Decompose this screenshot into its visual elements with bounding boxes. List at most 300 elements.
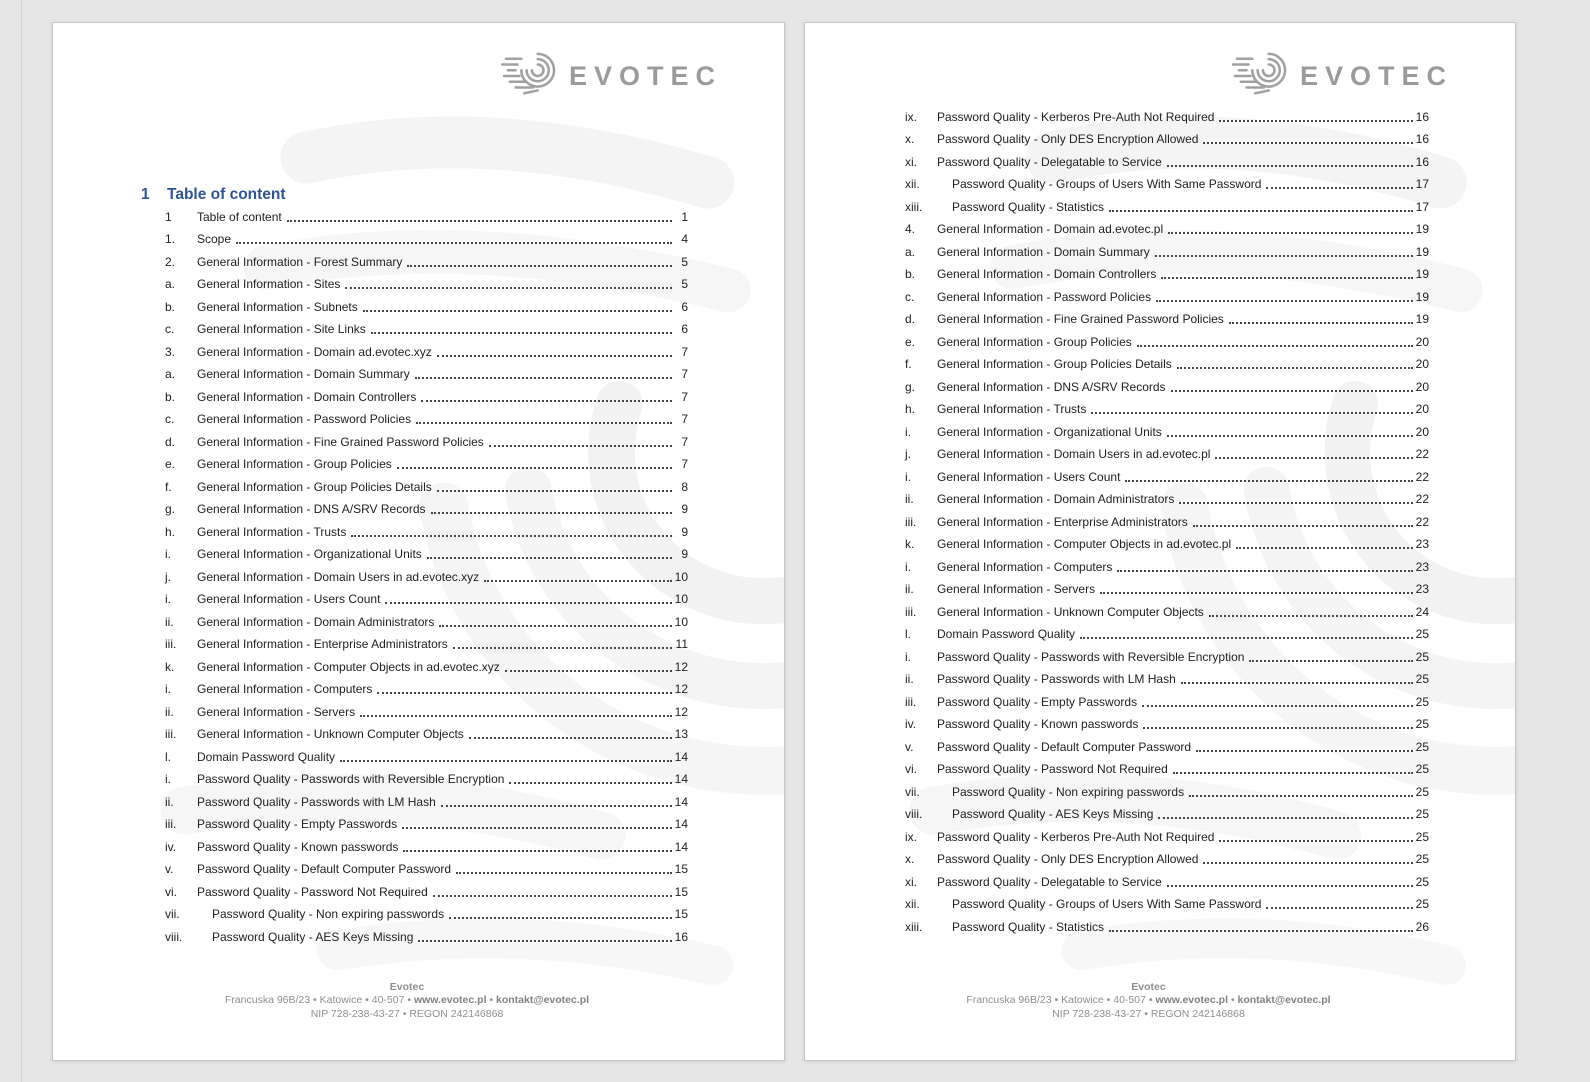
toc-entry-text: Password Quality - Only DES Encryption Allowed <box>937 132 1199 146</box>
toc-entry[interactable] <box>165 406 688 429</box>
dot-leader <box>363 307 672 312</box>
toc-entry[interactable] <box>905 148 1429 171</box>
dot-leader <box>1171 387 1413 392</box>
toc-entry-page: 25 <box>1415 739 1429 754</box>
toc-entry[interactable] <box>905 868 1429 891</box>
toc-entry-page: 10 <box>674 592 688 606</box>
evotec-logo-text: EVOTEC <box>1299 60 1453 91</box>
toc-entry-label: b. <box>905 267 916 281</box>
toc-entry[interactable] <box>905 508 1429 531</box>
toc-entry-page: 16 <box>674 929 688 944</box>
toc-entry-label: a. <box>165 277 176 291</box>
toc-entry-text: General Information - Group Policies Details <box>197 479 432 494</box>
toc-entry-text: Password Quality - Only DES Encryption Allowed <box>937 852 1199 866</box>
toc-entry-label: viii. <box>165 929 183 944</box>
toc-entry-text: General Information - Domain Controllers <box>937 267 1157 281</box>
toc-entry-page: 25 <box>1415 672 1429 686</box>
toc-entry-page: 25 <box>1415 762 1429 776</box>
dot-leader <box>1189 792 1413 797</box>
dot-leader <box>1196 747 1413 752</box>
toc-entry-label: 4. <box>905 222 916 236</box>
toc-entry-page: 15 <box>674 907 688 921</box>
toc-entry-page: 14 <box>674 839 688 854</box>
toc-entry-text: General Information - Password Policies <box>197 412 412 426</box>
dot-leader <box>236 239 672 244</box>
toc-entry[interactable] <box>165 631 688 654</box>
dot-leader <box>407 262 672 267</box>
toc-entry-label: iii. <box>905 604 917 619</box>
toc-entry-label: i. <box>905 559 911 574</box>
toc-entry-label: xii. <box>905 897 920 911</box>
toc-entry[interactable] <box>165 203 688 226</box>
toc-entry[interactable] <box>165 811 688 834</box>
toc-entry-page: 20 <box>1415 379 1429 394</box>
dot-leader <box>1215 454 1413 459</box>
toc-entry-page: 14 <box>674 794 688 809</box>
evotec-spiral-icon <box>501 51 559 101</box>
toc-entry-page: 9 <box>681 524 688 539</box>
toc-entry-text: General Information - Group Policies <box>197 457 392 471</box>
dot-leader <box>397 464 672 469</box>
toc-entry[interactable] <box>165 721 688 744</box>
dot-leader <box>441 802 672 807</box>
toc-entry-text: General Information - Group Policies <box>937 334 1132 349</box>
toc-entry-page: 6 <box>681 322 688 336</box>
toc-entry[interactable] <box>165 316 688 339</box>
toc-entry-text: Password Quality - Default Computer Password <box>937 739 1192 754</box>
toc-entry-label: x. <box>905 132 915 146</box>
toc-entry[interactable] <box>905 486 1429 509</box>
toc-entry-text: General Information - Domain ad.evotec.xyz <box>197 344 432 359</box>
toc-entry-label: ii. <box>905 672 914 686</box>
toc-entry[interactable] <box>165 428 688 451</box>
toc-entry-label: vi. <box>165 884 177 899</box>
toc-entry-text: Password Quality - Empty Passwords <box>937 694 1138 709</box>
toc-entry[interactable] <box>905 418 1429 441</box>
toc-entry-label: i. <box>905 469 911 484</box>
toc-entry-label: h. <box>165 524 176 539</box>
toc-entry-label: ix. <box>905 109 917 124</box>
toc-entry-page: 24 <box>1415 604 1429 619</box>
evotec-spiral-icon <box>1232 51 1290 101</box>
toc-entry-label: vii. <box>165 907 180 921</box>
toc-entry[interactable] <box>905 238 1429 261</box>
toc-entry-text: General Information - Trusts <box>937 402 1087 416</box>
toc-entry-text: General Information - Computer Objects in ad.evotec.xyz <box>197 659 500 674</box>
toc-entry-page: 19 <box>1415 312 1429 326</box>
toc-entry[interactable] <box>165 698 688 721</box>
toc-entry[interactable] <box>905 328 1429 351</box>
toc-entry-text: Domain Password Quality <box>197 749 336 764</box>
toc-entry[interactable] <box>165 496 688 519</box>
toc-entry[interactable] <box>905 126 1429 149</box>
toc-list <box>905 103 1429 936</box>
toc-entry-text: General Information - Trusts <box>197 524 347 539</box>
toc-entry[interactable] <box>165 923 688 946</box>
toc-entry-page: 5 <box>681 254 688 269</box>
toc-entry[interactable] <box>165 833 688 856</box>
toc-entry-page: 14 <box>674 817 688 831</box>
toc-entry-text: General Information - Domain Administrators <box>937 492 1175 506</box>
dot-leader <box>1125 477 1413 482</box>
toc-entry-label: j. <box>165 569 171 584</box>
dot-leader <box>484 577 672 582</box>
footer-website: www.evotec.pl <box>413 994 487 1007</box>
dot-leader <box>416 419 672 424</box>
toc-entry-text: Password Quality - AES Keys Missing <box>212 929 414 944</box>
toc-entry[interactable] <box>905 598 1429 621</box>
toc-entry-label: 1 <box>165 209 172 224</box>
toc-entry-label: i. <box>165 592 171 606</box>
toc-entry-label: g. <box>905 379 916 394</box>
toc-entry-page: 10 <box>674 569 688 584</box>
toc-entry-label: i. <box>905 649 911 664</box>
evotec-logo <box>1232 51 1453 101</box>
toc-entry-label: viii. <box>905 807 923 821</box>
toc-entry-page: 9 <box>681 502 688 516</box>
toc-entry-text: Password Quality - Passwords with LM Hash <box>937 672 1176 686</box>
toc-entry[interactable] <box>905 891 1429 914</box>
toc-entry-page: 17 <box>1415 199 1429 214</box>
toc-entry-page: 22 <box>1415 447 1429 461</box>
dot-leader <box>427 554 672 559</box>
dot-leader <box>1167 162 1413 167</box>
toc-entry-text: General Information - Group Policies Details <box>937 357 1172 371</box>
toc-entry[interactable] <box>905 373 1429 396</box>
toc-entry-page: 25 <box>1415 627 1429 641</box>
toc-entry-label: b. <box>165 389 176 404</box>
toc-entry[interactable] <box>165 541 688 564</box>
toc-entry-page: 7 <box>681 457 688 471</box>
dot-leader <box>1203 859 1413 864</box>
toc-entry-text: General Information - Organizational Units <box>197 547 422 561</box>
toc-entry[interactable] <box>905 351 1429 374</box>
toc-entry[interactable] <box>165 586 688 609</box>
toc-entry[interactable] <box>165 271 688 294</box>
dot-leader <box>402 824 672 829</box>
toc-entry[interactable] <box>905 823 1429 846</box>
toc-entry[interactable] <box>905 643 1429 666</box>
toc-entry-label: iii. <box>165 637 177 651</box>
toc-entry[interactable] <box>905 576 1429 599</box>
toc-entry-label: a. <box>165 367 176 381</box>
toc-entry-page: 19 <box>1415 267 1429 281</box>
toc-entry[interactable] <box>905 283 1429 306</box>
dot-leader <box>1142 702 1413 707</box>
evotec-logo <box>501 51 722 101</box>
dot-leader <box>1155 252 1413 257</box>
toc-entry-label: xii. <box>905 177 920 191</box>
toc-entry-text: Password Quality - Passwords with Reversible Encryption <box>937 649 1245 664</box>
toc-entry-page: 9 <box>681 547 688 561</box>
dot-leader <box>437 352 672 357</box>
toc-entry-page: 7 <box>681 412 688 426</box>
toc-entry-page: 6 <box>681 299 688 314</box>
toc-entry-page: 20 <box>1415 334 1429 349</box>
dot-leader <box>456 869 672 874</box>
toc-entry[interactable] <box>165 856 688 879</box>
dot-leader <box>360 712 672 717</box>
toc-entry[interactable] <box>905 441 1429 464</box>
toc-entry[interactable] <box>905 778 1429 801</box>
toc-heading-title: Table of content <box>167 186 286 203</box>
toc-entry-text: General Information - Unknown Computer Objects <box>197 727 464 741</box>
toc-entry[interactable] <box>165 451 688 474</box>
dot-leader <box>433 892 672 897</box>
toc-entry-page: 16 <box>1415 132 1429 146</box>
footer-address-sep: • <box>1227 994 1238 1007</box>
dot-leader <box>340 757 672 762</box>
toc-entry[interactable] <box>905 463 1429 486</box>
toc-entry-page: 25 <box>1415 649 1429 664</box>
toc-entry[interactable] <box>165 901 688 924</box>
toc-entry-page: 25 <box>1415 784 1429 799</box>
toc-entry-label: v. <box>165 862 174 876</box>
toc-entry[interactable] <box>165 518 688 541</box>
toc-entry-label: d. <box>905 312 916 326</box>
toc-entry[interactable] <box>165 788 688 811</box>
footer-registration: NIP 728-238-43-27 • REGON 242146868 <box>1052 1007 1245 1020</box>
toc-entry-page: 10 <box>674 614 688 629</box>
toc-entry[interactable] <box>905 913 1429 936</box>
toc-entry[interactable] <box>905 396 1429 419</box>
toc-entry-text: Password Quality - AES Keys Missing <box>952 807 1154 821</box>
toc-entry-page: 13 <box>674 727 688 741</box>
toc-entry-text: General Information - Enterprise Administrators <box>197 637 448 651</box>
toc-entry-page: 15 <box>674 884 688 899</box>
dot-leader <box>1100 589 1413 594</box>
toc-entry-page: 20 <box>1415 424 1429 439</box>
toc-entry-text: Password Quality - Delegatable to Service <box>937 874 1162 889</box>
dot-leader <box>1168 229 1413 234</box>
toc-entry-label: i. <box>165 547 171 561</box>
toc-entry-page: 22 <box>1415 469 1429 484</box>
toc-entry-label: l. <box>165 749 171 764</box>
toc-entry-text: Password Quality - Default Computer Password <box>197 862 452 876</box>
toc-entry[interactable] <box>165 338 688 361</box>
toc-entry-text: Password Quality - Kerberos Pre-Auth Not Required <box>937 109 1215 124</box>
dot-leader <box>1177 364 1413 369</box>
dot-leader <box>1266 904 1413 909</box>
toc-entry-page: 8 <box>681 479 688 494</box>
toc-entry-page: 16 <box>1415 109 1429 124</box>
toc-entry[interactable] <box>165 248 688 271</box>
dot-leader <box>1109 927 1413 932</box>
toc-entry-page: 15 <box>674 862 688 876</box>
toc-entry-label: 2. <box>165 254 176 269</box>
toc-entry-text: General Information - Organizational Units <box>937 424 1162 439</box>
toc-entry[interactable] <box>905 531 1429 554</box>
toc-entry-text: Password Quality - Groups of Users With Same Password <box>952 897 1262 911</box>
dot-leader <box>1179 499 1413 504</box>
toc-entry[interactable] <box>165 743 688 766</box>
toc-entry-text: General Information - Site Links <box>197 322 366 336</box>
toc-entry-text: General Information - Domain Administrators <box>197 614 435 629</box>
dot-leader <box>371 329 672 334</box>
footer-address <box>805 994 1492 1007</box>
toc-entry[interactable] <box>905 846 1429 869</box>
toc-entry-label: e. <box>165 457 176 471</box>
toc-entry-text: Password Quality - Groups of Users With Same Password <box>952 177 1262 191</box>
dot-leader <box>1109 207 1413 212</box>
dot-leader <box>1117 567 1413 572</box>
toc-entry[interactable] <box>905 756 1429 779</box>
toc-entry-label: ii. <box>165 794 174 809</box>
footer-address <box>53 994 761 1007</box>
toc-entry[interactable] <box>905 621 1429 644</box>
toc-entry-text: Table of content <box>197 209 282 224</box>
dot-leader <box>1173 769 1413 774</box>
toc-entry-label: vi. <box>905 762 917 776</box>
toc-entry-text: General Information - Password Policies <box>937 289 1152 304</box>
toc-entry-page: 14 <box>674 772 688 786</box>
footer-company: Evotec <box>389 981 425 993</box>
dot-leader <box>1236 544 1413 549</box>
toc-entry[interactable] <box>905 733 1429 756</box>
toc-entry-label: xiii. <box>905 919 923 934</box>
toc-entry-label: ii. <box>905 582 914 596</box>
toc-entry-page: 12 <box>674 704 688 719</box>
footer-address-pre: Francuska 96B/23 • Katowice • 40-507 • <box>966 994 1156 1007</box>
dot-leader <box>1209 612 1413 617</box>
toc-entry-page: 20 <box>1415 357 1429 371</box>
dot-leader <box>1137 342 1413 347</box>
toc-entry-page: 16 <box>1415 154 1429 169</box>
toc-entry[interactable] <box>165 383 688 406</box>
toc-entry[interactable] <box>165 766 688 789</box>
dot-leader <box>1167 432 1413 437</box>
toc-entry-text: Password Quality - Statistics <box>952 199 1105 214</box>
toc-entry-label: k. <box>165 659 175 674</box>
window-edge <box>21 0 22 1082</box>
dot-leader <box>489 442 672 447</box>
toc-entry[interactable] <box>905 553 1429 576</box>
footer-address-pre: Francuska 96B/23 • Katowice • 40-507 • <box>224 994 414 1007</box>
toc-list <box>165 203 688 946</box>
toc-entry-label: iii. <box>165 727 177 741</box>
toc-entry-text: Password Quality - Passwords with Reversible Encryption <box>197 772 505 786</box>
dot-leader <box>1156 297 1413 302</box>
toc-entry-page: 22 <box>1415 514 1429 529</box>
toc-entry-text: General Information - DNS A/SRV Records <box>197 502 426 516</box>
toc-entry-page: 11 <box>675 637 688 651</box>
toc-entry[interactable] <box>165 226 688 249</box>
toc-entry[interactable] <box>905 801 1429 824</box>
toc-entry-text: General Information - Computers <box>937 559 1113 574</box>
toc-entry-page: 7 <box>681 344 688 359</box>
dot-leader <box>1181 679 1413 684</box>
dot-leader <box>449 914 672 919</box>
toc-entry-text: General Information - Domain Users in ad.evotec.pl <box>937 447 1211 461</box>
toc-entry[interactable] <box>165 653 688 676</box>
toc-entry-label: f. <box>905 357 912 371</box>
toc-entry[interactable] <box>165 293 688 316</box>
toc-entry-label: iv. <box>905 717 917 731</box>
toc-entry-page: 25 <box>1415 852 1429 866</box>
footer-email: kontakt@evotec.pl <box>496 994 590 1007</box>
toc-entry[interactable] <box>165 361 688 384</box>
toc-entry[interactable] <box>905 688 1429 711</box>
toc-entry-text: General Information - Users Count <box>937 469 1121 484</box>
toc-entry-text: General Information - Fine Grained Password Policies <box>937 312 1224 326</box>
toc-entry[interactable] <box>165 608 688 631</box>
toc-entry[interactable] <box>165 473 688 496</box>
toc-entry-label: iii. <box>905 514 917 529</box>
dot-leader <box>1167 882 1413 887</box>
dot-leader <box>469 734 672 739</box>
toc-entry-label: xiii. <box>905 199 923 214</box>
toc-entry-label: g. <box>165 502 176 516</box>
toc-entry-text: General Information - Domain Controllers <box>197 389 417 404</box>
toc-entry[interactable] <box>905 306 1429 329</box>
toc-entry[interactable] <box>905 261 1429 284</box>
toc-entry-text: Password Quality - Passwords with LM Hash <box>197 794 436 809</box>
dot-leader <box>1158 814 1413 819</box>
dot-leader <box>351 532 672 537</box>
toc-entry-label: c. <box>165 322 175 336</box>
dot-leader <box>437 487 672 492</box>
toc-entry-text: Domain Password Quality <box>937 627 1076 641</box>
toc-entry-page: 25 <box>1415 717 1429 731</box>
toc-entry-text: General Information - Sites <box>197 277 341 291</box>
toc-entry[interactable] <box>905 171 1429 194</box>
toc-entry[interactable] <box>905 216 1429 239</box>
toc-entry-page: 12 <box>674 659 688 674</box>
toc-entry-label: iii. <box>165 817 177 831</box>
toc-entry-text: Password Quality - Delegatable to Service <box>937 154 1162 169</box>
dot-leader <box>287 217 672 222</box>
toc-entry[interactable] <box>905 193 1429 216</box>
footer-address-sep: • <box>486 994 496 1007</box>
toc-entry[interactable] <box>905 711 1429 734</box>
toc-entry-page: 12 <box>674 682 688 696</box>
dot-leader <box>345 284 672 289</box>
toc-entry-text: General Information - Users Count <box>197 592 381 606</box>
dot-leader <box>505 667 672 672</box>
toc-entry[interactable] <box>905 666 1429 689</box>
toc-entry-label: xi. <box>905 154 917 169</box>
toc-entry-page: 25 <box>1415 874 1429 889</box>
toc-entry-page: 22 <box>1415 492 1429 506</box>
toc-entry-text: General Information - Domain Summary <box>197 367 410 381</box>
toc-entry-text: General Information - Domain Summary <box>937 244 1150 259</box>
dot-leader <box>415 374 672 379</box>
toc-entry-text: Password Quality - Non expiring passwords <box>952 784 1185 799</box>
toc-entry-label: iv. <box>165 839 177 854</box>
toc-entry-text: General Information - Computers <box>197 682 373 696</box>
toc-entry-text: Password Quality - Password Not Required <box>937 762 1168 776</box>
toc-entry-label: v. <box>905 739 914 754</box>
toc-entry[interactable] <box>165 878 688 901</box>
dot-leader <box>1249 657 1413 662</box>
toc-entry-text: Password Quality - Known passwords <box>937 717 1139 731</box>
footer-registration: NIP 728-238-43-27 • REGON 242146868 <box>310 1007 504 1020</box>
page-footer <box>53 981 761 1021</box>
toc-entry-label: ii. <box>905 492 914 506</box>
toc-heading <box>141 186 286 204</box>
toc-entry-label: h. <box>905 402 916 416</box>
toc-entry-text: Scope <box>197 232 232 246</box>
toc-entry-text: Password Quality - Statistics <box>952 919 1105 934</box>
dot-leader <box>1193 522 1413 527</box>
toc-entry[interactable] <box>165 563 688 586</box>
toc-entry[interactable] <box>165 676 688 699</box>
toc-entry-label: 1. <box>165 232 176 246</box>
toc-entry[interactable] <box>905 103 1429 126</box>
dot-leader <box>1229 319 1413 324</box>
toc-entry-page: 23 <box>1415 537 1429 551</box>
toc-entry-text: General Information - Domain ad.evotec.pl <box>937 222 1164 236</box>
